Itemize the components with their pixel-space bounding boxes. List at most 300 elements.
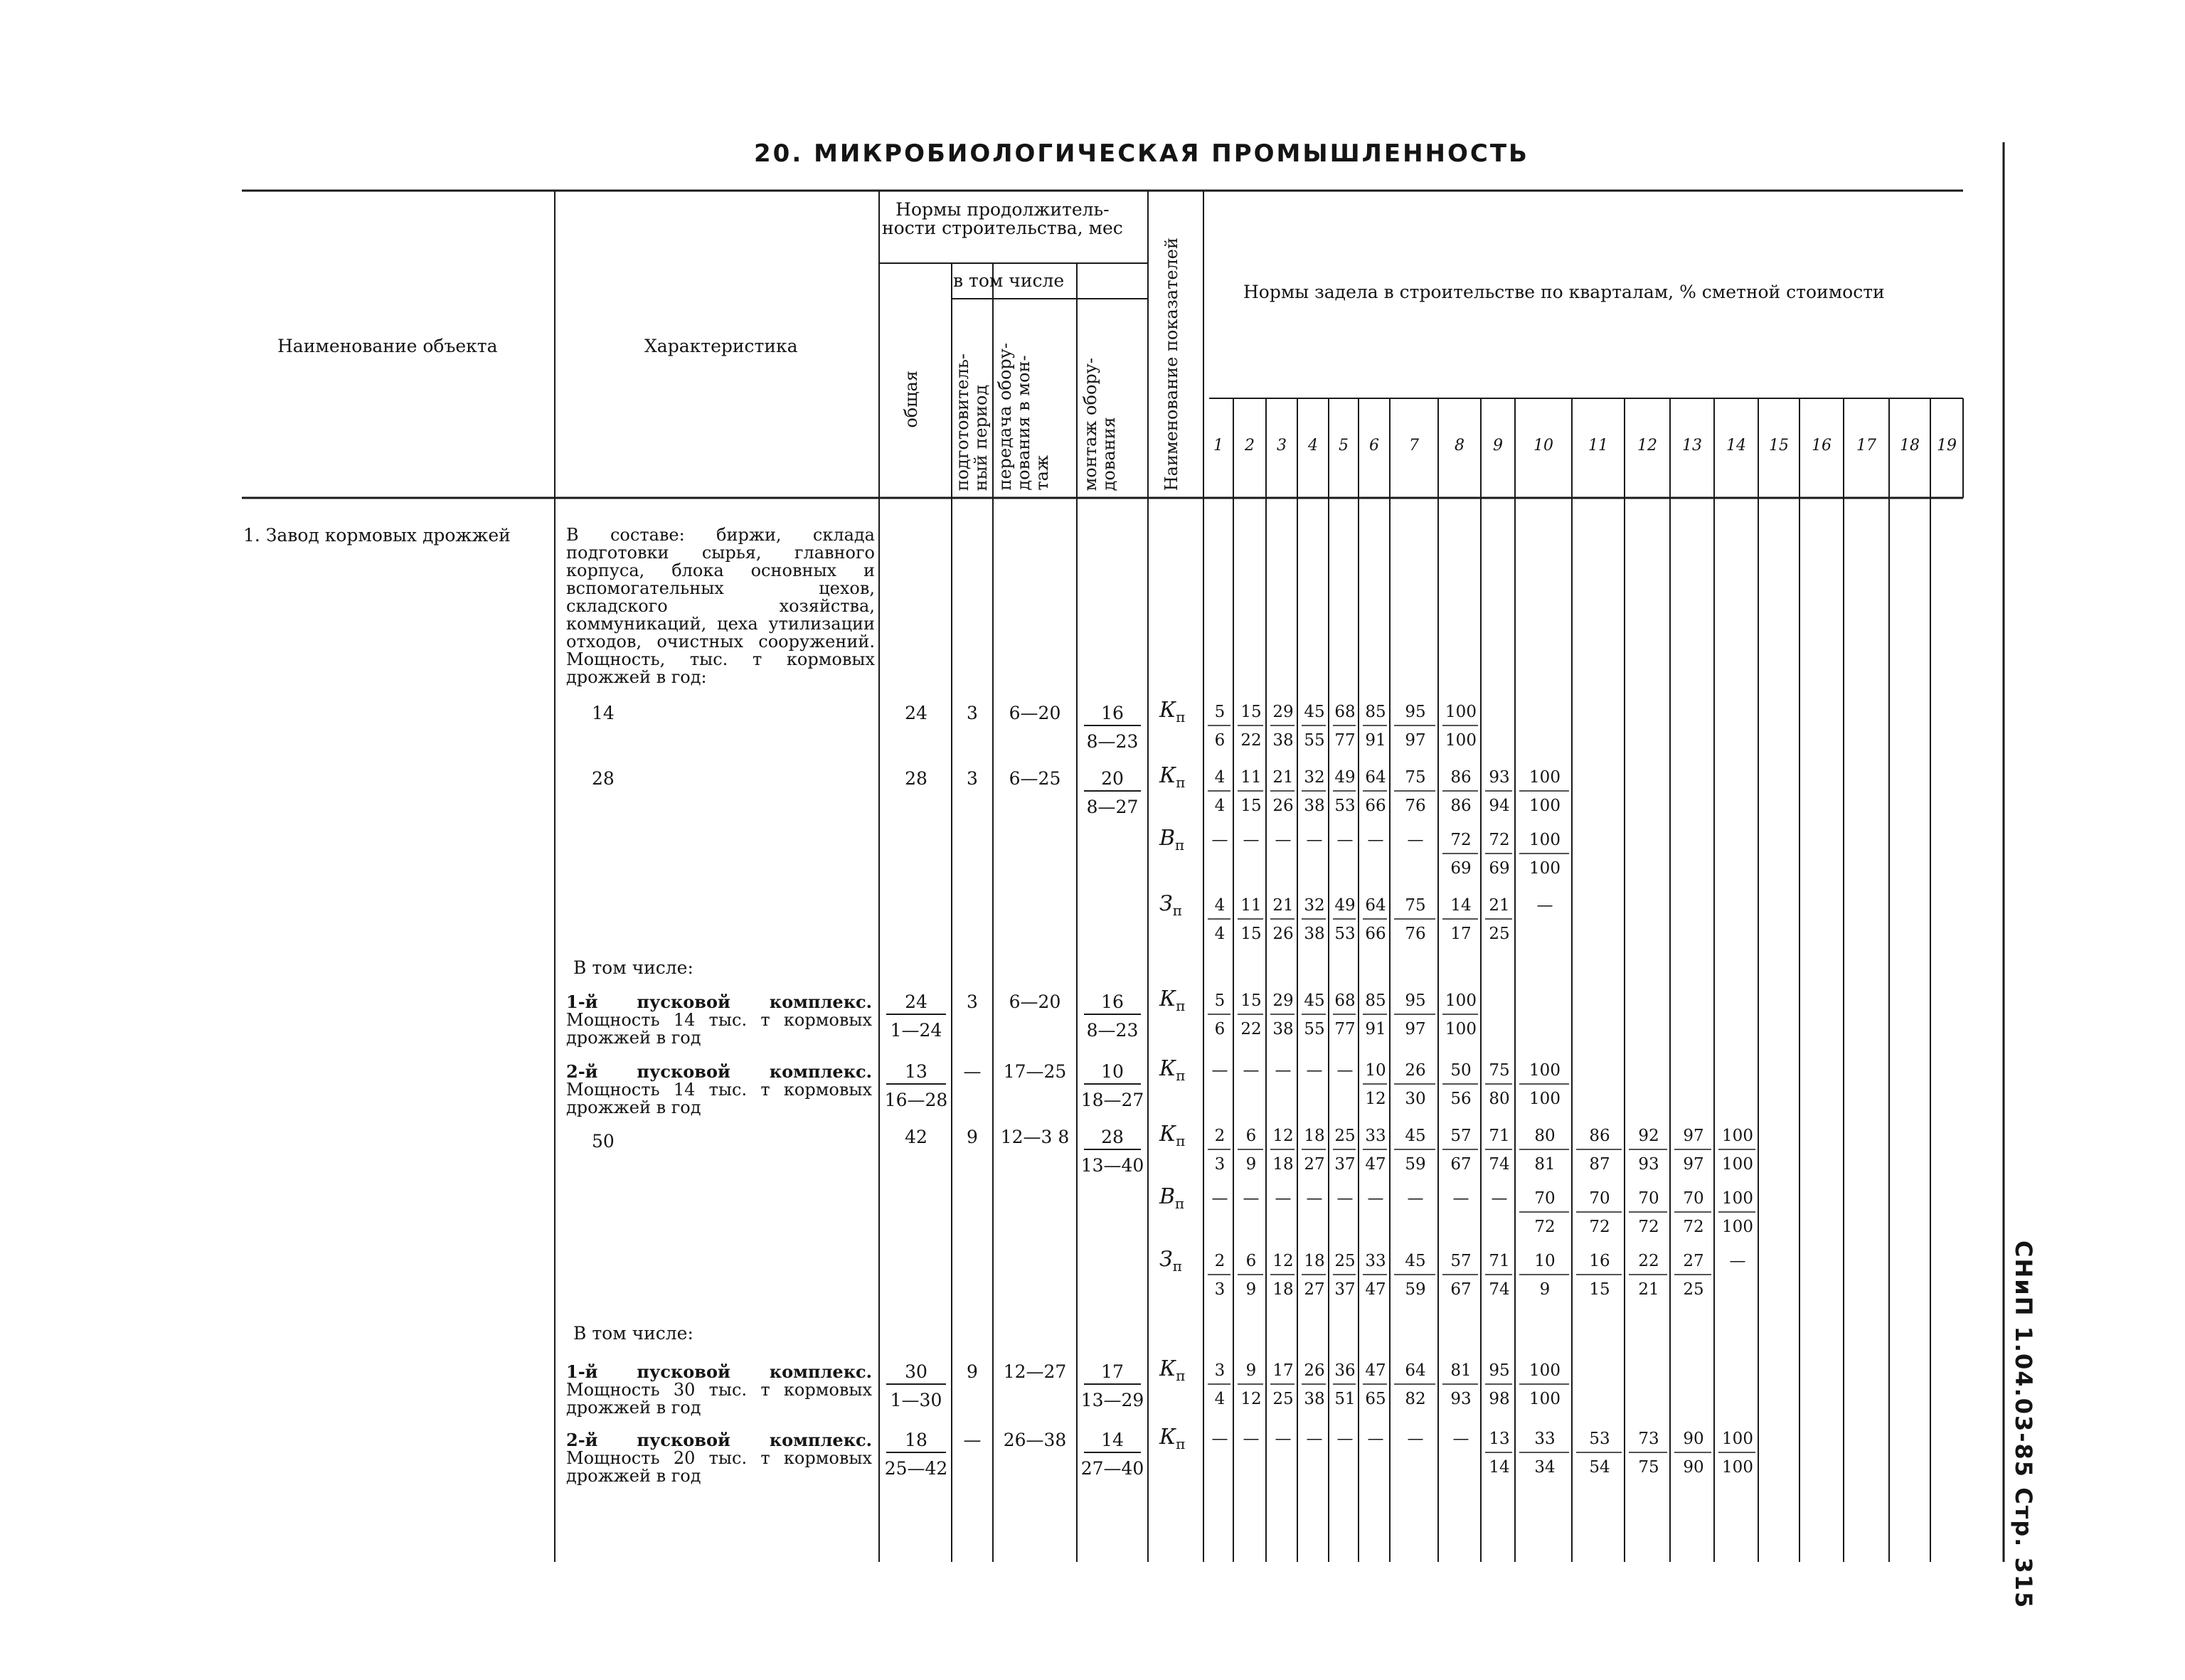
- quarter-value: 69: [1450, 859, 1472, 878]
- row-label: [566, 993, 872, 1047]
- cell-equipment-transfer: 12—27: [1003, 1361, 1067, 1382]
- quarter-value: 4: [1214, 896, 1226, 915]
- quarter-value: 25: [1334, 1127, 1356, 1145]
- cell-equipment-install-range: 8—23: [1086, 731, 1139, 752]
- quarter-value: 9: [1539, 1280, 1551, 1299]
- launch-complex-capacity: Мощность 14 тыс. т кормовых дрожжей в год: [566, 1080, 872, 1117]
- quarter-value: 21: [1272, 768, 1294, 787]
- quarter-value: —: [1306, 1430, 1323, 1448]
- quarter-value: —: [1306, 1061, 1323, 1080]
- quarter-value: 73: [1638, 1430, 1659, 1448]
- quarter-value: —: [1275, 1061, 1292, 1080]
- quarter-value: 70: [1683, 1189, 1704, 1208]
- row-label: [566, 1063, 872, 1117]
- page-title: 20. МИКРОБИОЛОГИЧЕСКАЯ ПРОМЫШЛЕННОСТЬ: [754, 139, 1529, 168]
- cell-total: 18: [905, 1430, 927, 1450]
- header-duration-norms: Нормы продолжитель- ности строительства, мес: [882, 199, 1123, 238]
- quarter-value: 15: [1240, 925, 1262, 943]
- row-label: 50: [592, 1131, 615, 1152]
- quarter-value: —: [1306, 1189, 1323, 1208]
- quarter-value: 25: [1334, 1252, 1356, 1270]
- quarter-value: —: [1336, 1189, 1354, 1208]
- quarter-value: 100: [1722, 1430, 1753, 1448]
- header-quarter-4: 4: [1308, 437, 1318, 454]
- quarter-value: 100: [1529, 1061, 1561, 1080]
- quarter-value: 59: [1405, 1280, 1426, 1299]
- quarter-value: 15: [1240, 991, 1262, 1010]
- header-quarter-10: 10: [1533, 437, 1553, 454]
- quarter-value: 77: [1334, 1020, 1356, 1038]
- header-quarter-7: 7: [1409, 437, 1419, 454]
- quarter-value: 27: [1304, 1155, 1325, 1174]
- quarter-value: 94: [1489, 797, 1510, 815]
- quarter-value: 26: [1272, 797, 1294, 815]
- quarter-value: 67: [1450, 1280, 1472, 1299]
- quarter-value: 15: [1240, 703, 1262, 721]
- cell-equipment-install: 28: [1101, 1127, 1124, 1147]
- cell-equipment-transfer: 6—20: [1009, 703, 1061, 723]
- cell-prep-period: —: [963, 1430, 982, 1450]
- quarter-value: 9: [1245, 1361, 1257, 1380]
- indicator-subscript: п: [1172, 1258, 1183, 1275]
- object-description: В составе: биржи, склада подготовки сырья, главного корпуса, блока основных и вспомогательных цехов, складского хозяйства, коммуникаций, цеха утилизации отходов, очистных сооружений. Мощность, тыс. т кормовых дрожжей в год:: [566, 525, 875, 687]
- quarter-value: 72: [1638, 1218, 1659, 1236]
- quarter-value: 25: [1272, 1390, 1294, 1408]
- indicator-letter: К: [1159, 1056, 1176, 1081]
- quarter-value: 91: [1365, 731, 1386, 750]
- quarter-value: —: [1211, 1189, 1228, 1208]
- cell-equipment-install: 17: [1101, 1361, 1124, 1382]
- cell-prep-period: 3: [967, 768, 978, 789]
- quarter-value: 3: [1214, 1361, 1226, 1380]
- header-quarter-16: 16: [1812, 437, 1832, 454]
- quarter-value: 98: [1489, 1390, 1510, 1408]
- quarter-value: 17: [1272, 1361, 1294, 1380]
- header-quarter-8: 8: [1455, 437, 1464, 454]
- indicator-letter: В: [1159, 826, 1176, 851]
- quarter-value: 95: [1405, 991, 1426, 1010]
- quarter-value: —: [1275, 1189, 1292, 1208]
- indicator-v: [1159, 1186, 1184, 1211]
- header-quarter-5: 5: [1339, 437, 1349, 454]
- indicator-letter: В: [1159, 1184, 1176, 1209]
- quarter-value: 69: [1489, 859, 1510, 878]
- quarter-value: 64: [1365, 896, 1386, 915]
- quarter-value: —: [1407, 1430, 1424, 1448]
- indicator-k: [1159, 700, 1186, 724]
- quarter-value: 37: [1334, 1280, 1356, 1299]
- header-characteristic: Характеристика: [644, 336, 798, 356]
- quarter-value: 32: [1304, 896, 1325, 915]
- quarter-value: 16: [1589, 1252, 1610, 1270]
- quarter-value: 21: [1489, 896, 1510, 915]
- quarter-value: —: [1243, 1189, 1260, 1208]
- cell-total: 42: [905, 1127, 927, 1147]
- cell-equipment-install: 20: [1101, 768, 1124, 789]
- quarter-value: 18: [1272, 1155, 1294, 1174]
- quarter-value: 51: [1334, 1390, 1356, 1408]
- launch-complex-capacity: Мощность 14 тыс. т кормовых дрожжей в год: [566, 1010, 872, 1048]
- indicator-k: [1159, 1124, 1186, 1148]
- header-quarter-2: 2: [1245, 437, 1255, 454]
- quarter-value: 5: [1214, 703, 1226, 721]
- quarter-value: 56: [1450, 1090, 1472, 1108]
- quarter-value: 22: [1240, 731, 1262, 750]
- cell-total-range: 25—42: [884, 1458, 948, 1479]
- quarter-value: 17: [1450, 925, 1472, 943]
- quarter-value: —: [1211, 1061, 1228, 1080]
- quarter-value: 64: [1405, 1361, 1426, 1380]
- quarter-value: 97: [1405, 1020, 1426, 1038]
- header-quarter-13: 13: [1682, 437, 1702, 454]
- quarter-value: 100: [1722, 1218, 1753, 1236]
- quarter-value: 81: [1534, 1155, 1556, 1174]
- quarter-value: 59: [1405, 1155, 1426, 1174]
- quarter-value: 75: [1489, 1061, 1510, 1080]
- indicator-letter: К: [1159, 763, 1176, 788]
- cell-total: 28: [905, 768, 927, 789]
- cell-total: 13: [905, 1061, 927, 1082]
- indicator-letter: К: [1159, 1425, 1176, 1450]
- quarter-value: 22: [1240, 1020, 1262, 1038]
- quarter-value: 25: [1489, 925, 1510, 943]
- cell-total-range: 1—30: [890, 1390, 942, 1410]
- header-total: общая: [901, 371, 921, 428]
- quarter-value: 47: [1365, 1361, 1386, 1380]
- quarter-value: 3: [1214, 1280, 1226, 1299]
- quarter-value: 64: [1365, 768, 1386, 787]
- quarter-value: 95: [1405, 703, 1426, 721]
- quarter-value: 15: [1589, 1280, 1610, 1299]
- quarter-value: 26: [1272, 925, 1294, 943]
- quarter-value: —: [1336, 1061, 1354, 1080]
- quarter-value: 100: [1529, 859, 1561, 878]
- quarter-value: 14: [1489, 1458, 1510, 1477]
- quarter-value: 72: [1683, 1218, 1704, 1236]
- quarter-value: —: [1243, 831, 1260, 849]
- quarter-value: 100: [1445, 1020, 1477, 1038]
- quarter-value: 10: [1534, 1252, 1556, 1270]
- quarter-value: 97: [1683, 1127, 1704, 1145]
- cell-equipment-transfer: 26—38: [1003, 1430, 1067, 1450]
- indicator-letter: К: [1159, 698, 1176, 723]
- cell-prep-period: 3: [967, 703, 978, 723]
- cell-prep-period: 9: [967, 1361, 978, 1382]
- quarter-value: 93: [1638, 1155, 1659, 1174]
- quarter-value: 38: [1304, 1390, 1325, 1408]
- cell-prep-period: 3: [967, 991, 978, 1012]
- cell-equipment-install-range: 27—40: [1080, 1458, 1144, 1479]
- quarter-value: —: [1243, 1061, 1260, 1080]
- cell-equipment-install-range: 13—40: [1080, 1155, 1144, 1176]
- quarter-value: —: [1452, 1189, 1469, 1208]
- quarter-value: 67: [1450, 1155, 1472, 1174]
- indicator-letter: К: [1159, 1356, 1176, 1381]
- indicator-subscript: п: [1176, 1067, 1186, 1084]
- indicator-letter: К: [1159, 987, 1176, 1011]
- header-quarter-3: 3: [1277, 437, 1287, 454]
- header-object-name: Наименование объекта: [277, 336, 498, 356]
- cell-equipment-install-range: 18—27: [1080, 1090, 1144, 1110]
- cell-equipment-install-range: 8—23: [1086, 1020, 1139, 1041]
- quarter-value: 100: [1529, 797, 1561, 815]
- quarter-value: 37: [1334, 1155, 1356, 1174]
- quarter-value: 80: [1489, 1090, 1510, 1108]
- quarter-value: 47: [1365, 1155, 1386, 1174]
- document-code: СНиП 1.04.03-85 Стр. 315: [2010, 1240, 2037, 1610]
- quarter-value: 90: [1683, 1430, 1704, 1448]
- quarter-value: 11: [1240, 768, 1262, 787]
- header-quarter-18: 18: [1900, 437, 1920, 454]
- quarter-value: 34: [1534, 1458, 1556, 1477]
- quarter-value: 100: [1529, 1390, 1561, 1408]
- cell-total-range: 1—24: [890, 1020, 942, 1041]
- quarter-value: 70: [1534, 1189, 1556, 1208]
- quarter-value: 100: [1529, 1090, 1561, 1108]
- header-quarter-14: 14: [1726, 437, 1746, 454]
- quarter-value: 76: [1405, 797, 1426, 815]
- quarter-value: —: [1367, 831, 1384, 849]
- quarter-value: 12: [1272, 1252, 1294, 1270]
- indicator-subscript: п: [1176, 1367, 1186, 1384]
- quarter-value: 85: [1365, 703, 1386, 721]
- quarter-value: 85: [1365, 991, 1386, 1010]
- header-quarter-6: 6: [1369, 437, 1379, 454]
- quarter-value: 18: [1304, 1127, 1325, 1145]
- indicator-subscript: п: [1176, 1132, 1186, 1149]
- quarter-value: 3: [1214, 1155, 1226, 1174]
- quarter-value: 72: [1589, 1218, 1610, 1236]
- indicator-z: [1159, 1249, 1182, 1273]
- quarter-value: 38: [1304, 925, 1325, 943]
- header-quarter-15: 15: [1769, 437, 1789, 454]
- quarter-value: —: [1306, 831, 1323, 849]
- quarter-value: —: [1211, 831, 1228, 849]
- quarter-value: 12: [1240, 1390, 1262, 1408]
- quarter-value: —: [1407, 1189, 1424, 1208]
- indicator-subscript: п: [1176, 774, 1186, 791]
- quarter-value: 12: [1272, 1127, 1294, 1145]
- quarter-value: 70: [1638, 1189, 1659, 1208]
- quarter-value: 2: [1214, 1127, 1226, 1145]
- header-quarter-12: 12: [1637, 437, 1657, 454]
- launch-complex-title: 2-й пусковой комплекс.: [566, 1061, 872, 1082]
- quarter-value: 27: [1304, 1280, 1325, 1299]
- cell-equipment-install-range: 8—27: [1086, 797, 1139, 817]
- quarter-value: 100: [1445, 991, 1477, 1010]
- quarter-value: 53: [1334, 797, 1356, 815]
- quarter-value: 82: [1405, 1390, 1426, 1408]
- indicator-subscript: п: [1176, 1435, 1186, 1452]
- row-label: [566, 1363, 872, 1417]
- quarter-value: —: [1491, 1189, 1508, 1208]
- indicator-subscript: п: [1175, 1195, 1185, 1212]
- quarter-value: 55: [1304, 731, 1325, 750]
- quarter-value: —: [1243, 1430, 1260, 1448]
- quarter-value: 18: [1304, 1252, 1325, 1270]
- indicator-letter: З: [1159, 891, 1173, 916]
- quarter-value: 92: [1638, 1127, 1659, 1145]
- quarter-value: 72: [1489, 831, 1510, 849]
- header-including: в том числе: [953, 270, 1065, 291]
- indicator-k: [1159, 765, 1186, 790]
- header-quarter-9: 9: [1493, 437, 1503, 454]
- cell-total: 24: [905, 991, 927, 1012]
- quarter-value: 97: [1405, 731, 1426, 750]
- quarter-value: 71: [1489, 1252, 1510, 1270]
- quarter-value: 4: [1214, 768, 1226, 787]
- quarter-value: 100: [1529, 1361, 1561, 1380]
- indicator-subscript: п: [1172, 902, 1183, 919]
- quarter-value: 6: [1245, 1252, 1257, 1270]
- cell-total-range: 16—28: [884, 1090, 948, 1110]
- quarter-value: 9: [1245, 1155, 1257, 1174]
- header-backlog-norms: Нормы задела в строительстве по кварталам, % сметной стоимости: [1243, 282, 1885, 302]
- quarter-value: 45: [1405, 1252, 1426, 1270]
- quarter-value: 71: [1489, 1127, 1510, 1145]
- quarter-value: 22: [1638, 1252, 1659, 1270]
- quarter-value: 49: [1334, 768, 1356, 787]
- quarter-value: 72: [1534, 1218, 1556, 1236]
- quarter-value: 38: [1304, 797, 1325, 815]
- quarter-value: —: [1275, 1430, 1292, 1448]
- quarter-value: 95: [1489, 1361, 1510, 1380]
- quarter-value: 11: [1240, 896, 1262, 915]
- launch-complex-title: 1-й пусковой комплекс.: [566, 991, 872, 1012]
- quarter-value: 21: [1638, 1280, 1659, 1299]
- cell-prep-period: —: [963, 1061, 982, 1082]
- row-label: 14: [592, 703, 615, 723]
- quarter-value: 49: [1334, 896, 1356, 915]
- quarter-value: 74: [1489, 1280, 1510, 1299]
- quarter-value: 4: [1214, 925, 1226, 943]
- indicator-k: [1159, 1427, 1186, 1451]
- header-quarter-19: 19: [1937, 437, 1957, 454]
- quarter-value: 6: [1245, 1127, 1257, 1145]
- quarter-value: 77: [1334, 731, 1356, 750]
- quarter-value: 91: [1365, 1020, 1386, 1038]
- indicator-letter: З: [1159, 1247, 1173, 1272]
- quarter-value: 9: [1245, 1280, 1257, 1299]
- quarter-value: 29: [1272, 991, 1294, 1010]
- quarter-value: 50: [1450, 1061, 1472, 1080]
- object-name: 1. Завод кормовых дрожжей: [243, 525, 511, 546]
- quarter-value: 86: [1450, 797, 1472, 815]
- header-indicator-name: Наименование показателей: [1161, 237, 1181, 491]
- quarter-value: 29: [1272, 703, 1294, 721]
- quarter-value: 66: [1365, 797, 1386, 815]
- cell-total: 30: [905, 1361, 927, 1382]
- indicator-k: [1159, 1356, 1186, 1384]
- quarter-value: —: [1536, 896, 1553, 915]
- quarter-value: 90: [1683, 1458, 1704, 1477]
- quarter-value: 65: [1365, 1390, 1386, 1408]
- quarter-value: 66: [1365, 925, 1386, 943]
- quarter-value: 25: [1683, 1280, 1704, 1299]
- header-quarter-11: 11: [1588, 437, 1608, 454]
- cell-equipment-transfer: 6—20: [1009, 991, 1061, 1012]
- quarter-value: 57: [1450, 1252, 1472, 1270]
- header-prep-period: подготовитель- ный период: [952, 353, 991, 491]
- launch-complex-title: 1-й пусковой комплекс.: [566, 1361, 872, 1382]
- quarter-value: 54: [1589, 1458, 1610, 1477]
- indicator-z: [1159, 893, 1182, 918]
- quarter-value: 53: [1334, 925, 1356, 943]
- indicator-v: [1159, 828, 1184, 852]
- indicator-letter: К: [1159, 1122, 1176, 1147]
- launch-complex-capacity: Мощность 30 тыс. т кормовых дрожжей в год: [566, 1380, 872, 1418]
- including-label-1: В том числе:: [573, 957, 693, 978]
- indicator-k: [1159, 989, 1186, 1013]
- cell-equipment-install: 16: [1101, 991, 1124, 1012]
- cell-total: 24: [905, 703, 927, 723]
- quarter-value: 38: [1272, 1020, 1294, 1038]
- quarter-value: —: [1367, 1189, 1384, 1208]
- quarter-value: —: [1367, 1430, 1384, 1448]
- quarter-value: —: [1336, 831, 1354, 849]
- quarter-value: 47: [1365, 1280, 1386, 1299]
- quarter-value: 100: [1722, 1127, 1753, 1145]
- quarter-value: 68: [1334, 991, 1356, 1010]
- quarter-value: 33: [1365, 1252, 1386, 1270]
- indicator-k: [1159, 1058, 1186, 1083]
- quarter-value: 10: [1365, 1061, 1386, 1080]
- quarter-value: 57: [1450, 1127, 1472, 1145]
- row-label: 28: [592, 768, 615, 789]
- quarter-value: 93: [1450, 1390, 1472, 1408]
- quarter-value: 100: [1722, 1189, 1753, 1208]
- including-label-2: В том числе:: [573, 1323, 693, 1344]
- header-quarter-1: 1: [1213, 437, 1223, 454]
- launch-complex-title: 2-й пусковой комплекс.: [566, 1430, 872, 1450]
- quarter-value: —: [1336, 1430, 1354, 1448]
- quarter-value: 45: [1304, 703, 1325, 721]
- quarter-value: 18: [1272, 1280, 1294, 1299]
- cell-equipment-install: 16: [1101, 703, 1124, 723]
- quarter-value: 32: [1304, 768, 1325, 787]
- quarter-value: 86: [1450, 768, 1472, 787]
- quarter-value: 100: [1529, 768, 1561, 787]
- quarter-value: 81: [1450, 1361, 1472, 1380]
- quarter-value: 38: [1272, 731, 1294, 750]
- quarter-value: 76: [1405, 925, 1426, 943]
- quarter-value: 45: [1405, 1127, 1426, 1145]
- quarter-value: 21: [1272, 896, 1294, 915]
- quarter-value: 27: [1683, 1252, 1704, 1270]
- cell-equipment-install: 10: [1101, 1061, 1124, 1082]
- quarter-value: 14: [1450, 896, 1472, 915]
- cell-equipment-install-range: 13—29: [1080, 1390, 1144, 1410]
- quarter-value: 100: [1445, 731, 1477, 750]
- quarter-value: —: [1275, 831, 1292, 849]
- quarter-value: 12: [1365, 1090, 1386, 1108]
- cell-equipment-transfer: 6—25: [1009, 768, 1061, 789]
- row-label: [566, 1431, 872, 1485]
- quarter-value: —: [1407, 831, 1424, 849]
- quarter-value: 26: [1304, 1361, 1325, 1380]
- quarter-value: 100: [1722, 1155, 1753, 1174]
- quarter-value: 36: [1334, 1361, 1356, 1380]
- header-equipment-transfer: передача обору- дования в мон- таж: [995, 343, 1052, 491]
- quarter-value: 86: [1589, 1127, 1610, 1145]
- quarter-value: 4: [1214, 797, 1226, 815]
- quarter-value: 33: [1365, 1127, 1386, 1145]
- quarter-value: 97: [1683, 1155, 1704, 1174]
- quarter-value: 100: [1722, 1458, 1753, 1477]
- quarter-value: 80: [1534, 1127, 1556, 1145]
- quarter-value: 5: [1214, 991, 1226, 1010]
- indicator-subscript: п: [1176, 708, 1186, 725]
